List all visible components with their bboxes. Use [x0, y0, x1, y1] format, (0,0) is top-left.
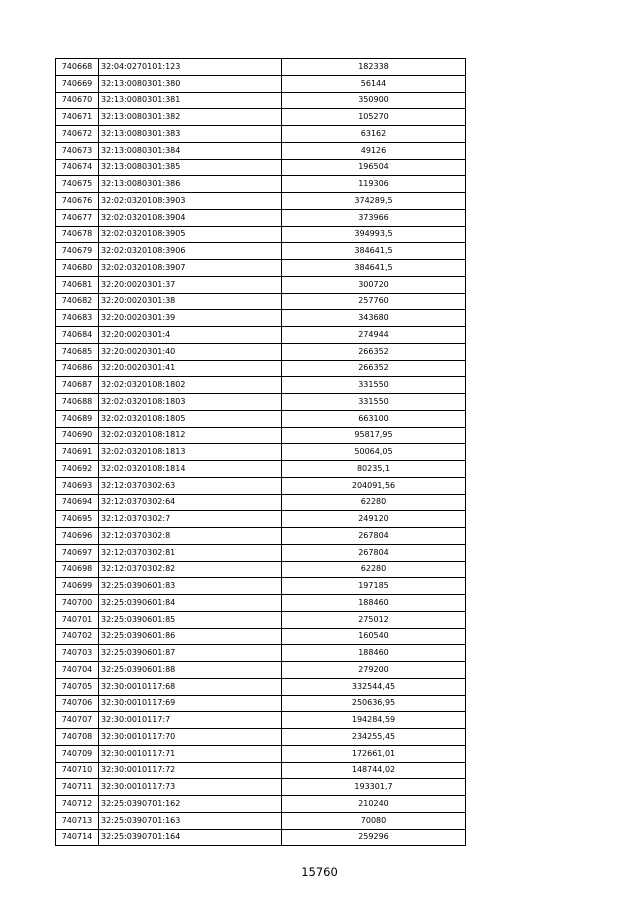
page-number: 15760 [301, 865, 338, 879]
table-row [56, 176, 466, 193]
row-id-cell: 740695 [56, 511, 99, 528]
value-cell: 274944 [282, 327, 466, 344]
table-row [56, 109, 466, 126]
row-id-cell: 740708 [56, 729, 99, 746]
table-row [56, 394, 466, 411]
cadastral-number-cell: 32:25:0390601:85 [99, 611, 282, 628]
row-id-cell: 740707 [56, 712, 99, 729]
value-cell: 56144 [282, 75, 466, 92]
row-id-cell: 740706 [56, 695, 99, 712]
data-table [55, 58, 466, 846]
table-row [56, 712, 466, 729]
cadastral-number-cell: 32:30:0010117:69 [99, 695, 282, 712]
row-id-cell: 740692 [56, 461, 99, 478]
cadastral-number-cell: 32:25:0390601:87 [99, 645, 282, 662]
table-row [56, 260, 466, 277]
table-row [56, 276, 466, 293]
table-row [56, 193, 466, 210]
value-cell: 193301,7 [282, 779, 466, 796]
table-row [56, 310, 466, 327]
value-cell: 105270 [282, 109, 466, 126]
row-id-cell: 740688 [56, 394, 99, 411]
row-id-cell: 740709 [56, 745, 99, 762]
cadastral-number-cell: 32:13:0080301:380 [99, 75, 282, 92]
table-row [56, 477, 466, 494]
row-id-cell: 740672 [56, 126, 99, 143]
value-cell: 172661,01 [282, 745, 466, 762]
cadastral-number-cell: 32:02:0320108:3904 [99, 209, 282, 226]
table-row [56, 829, 466, 846]
table-row [56, 209, 466, 226]
table-row [56, 628, 466, 645]
value-cell: 95817,95 [282, 427, 466, 444]
cadastral-number-cell: 32:20:0020301:41 [99, 360, 282, 377]
table-row [56, 544, 466, 561]
cadastral-number-cell: 32:30:0010117:68 [99, 678, 282, 695]
table-row [56, 645, 466, 662]
row-id-cell: 740704 [56, 662, 99, 679]
value-cell: 188460 [282, 645, 466, 662]
table-row [56, 796, 466, 813]
cadastral-number-cell: 32:13:0080301:382 [99, 109, 282, 126]
table-row [56, 427, 466, 444]
row-id-cell: 740686 [56, 360, 99, 377]
value-cell: 267804 [282, 528, 466, 545]
cadastral-number-cell: 32:02:0320108:3905 [99, 226, 282, 243]
row-id-cell: 740673 [56, 142, 99, 159]
row-id-cell: 740699 [56, 578, 99, 595]
cadastral-number-cell: 32:25:0390701:164 [99, 829, 282, 846]
table-row [56, 410, 466, 427]
table-row [56, 226, 466, 243]
row-id-cell: 740697 [56, 544, 99, 561]
cadastral-number-cell: 32:20:0020301:4 [99, 327, 282, 344]
value-cell: 343680 [282, 310, 466, 327]
row-id-cell: 740684 [56, 327, 99, 344]
row-id-cell: 740675 [56, 176, 99, 193]
table-row [56, 578, 466, 595]
value-cell: 374289,5 [282, 193, 466, 210]
value-cell: 266352 [282, 360, 466, 377]
row-id-cell: 740698 [56, 561, 99, 578]
cadastral-number-cell: 32:12:0370302:82 [99, 561, 282, 578]
row-id-cell: 740702 [56, 628, 99, 645]
value-cell: 259296 [282, 829, 466, 846]
cadastral-number-cell: 32:13:0080301:386 [99, 176, 282, 193]
cadastral-number-cell: 32:02:0320108:1813 [99, 444, 282, 461]
cadastral-number-cell: 32:30:0010117:71 [99, 745, 282, 762]
row-id-cell: 740681 [56, 276, 99, 293]
cadastral-number-cell: 32:12:0370302:81 [99, 544, 282, 561]
cadastral-number-cell: 32:12:0370302:64 [99, 494, 282, 511]
cadastral-number-cell: 32:12:0370302:63 [99, 477, 282, 494]
cadastral-number-cell: 32:13:0080301:384 [99, 142, 282, 159]
row-id-cell: 740700 [56, 595, 99, 612]
cadastral-number-cell: 32:25:0390601:84 [99, 595, 282, 612]
cadastral-number-cell: 32:25:0390601:83 [99, 578, 282, 595]
table-row [56, 745, 466, 762]
value-cell: 279200 [282, 662, 466, 679]
table-row [56, 377, 466, 394]
cadastral-number-cell: 32:25:0390701:163 [99, 812, 282, 829]
table-row [56, 678, 466, 695]
cadastral-number-cell: 32:12:0370302:8 [99, 528, 282, 545]
table-row [56, 779, 466, 796]
value-cell: 160540 [282, 628, 466, 645]
value-cell: 204091,56 [282, 477, 466, 494]
value-cell: 63162 [282, 126, 466, 143]
table-row [56, 159, 466, 176]
table-row [56, 92, 466, 109]
value-cell: 50064,05 [282, 444, 466, 461]
table-row [56, 561, 466, 578]
cadastral-number-cell: 32:02:0320108:1814 [99, 461, 282, 478]
cadastral-number-cell: 32:20:0020301:39 [99, 310, 282, 327]
cadastral-number-cell: 32:02:0320108:3906 [99, 243, 282, 260]
value-cell: 266352 [282, 343, 466, 360]
table-row [56, 59, 466, 76]
value-cell: 70080 [282, 812, 466, 829]
row-id-cell: 740689 [56, 410, 99, 427]
table-row [56, 293, 466, 310]
row-id-cell: 740682 [56, 293, 99, 310]
value-cell: 119306 [282, 176, 466, 193]
cadastral-number-cell: 32:30:0010117:73 [99, 779, 282, 796]
cadastral-number-cell: 32:02:0320108:3907 [99, 260, 282, 277]
row-id-cell: 740701 [56, 611, 99, 628]
cadastral-number-cell: 32:20:0020301:37 [99, 276, 282, 293]
cadastral-number-cell: 32:02:0320108:1802 [99, 377, 282, 394]
table-row [56, 243, 466, 260]
row-id-cell: 740674 [56, 159, 99, 176]
value-cell: 663100 [282, 410, 466, 427]
cadastral-number-cell: 32:30:0010117:70 [99, 729, 282, 746]
row-id-cell: 740712 [56, 796, 99, 813]
value-cell: 62280 [282, 561, 466, 578]
row-id-cell: 740680 [56, 260, 99, 277]
row-id-cell: 740703 [56, 645, 99, 662]
row-id-cell: 740690 [56, 427, 99, 444]
cadastral-number-cell: 32:25:0390601:86 [99, 628, 282, 645]
table-row [56, 75, 466, 92]
row-id-cell: 740685 [56, 343, 99, 360]
row-id-cell: 740693 [56, 477, 99, 494]
value-cell: 148744,02 [282, 762, 466, 779]
table-row [56, 812, 466, 829]
value-cell: 210240 [282, 796, 466, 813]
row-id-cell: 740683 [56, 310, 99, 327]
table-row [56, 729, 466, 746]
value-cell: 80235,1 [282, 461, 466, 478]
row-id-cell: 740711 [56, 779, 99, 796]
cadastral-number-cell: 32:02:0320108:1805 [99, 410, 282, 427]
value-cell: 197185 [282, 578, 466, 595]
table-row [56, 461, 466, 478]
cadastral-number-cell: 32:30:0010117:72 [99, 762, 282, 779]
value-cell: 275012 [282, 611, 466, 628]
row-id-cell: 740670 [56, 92, 99, 109]
value-cell: 384641,5 [282, 260, 466, 277]
value-cell: 350900 [282, 92, 466, 109]
row-id-cell: 740696 [56, 528, 99, 545]
cadastral-number-cell: 32:12:0370302:7 [99, 511, 282, 528]
cadastral-number-cell: 32:04:0270101:123 [99, 59, 282, 76]
table-row [56, 595, 466, 612]
value-cell: 234255,45 [282, 729, 466, 746]
cadastral-number-cell: 32:02:0320108:3903 [99, 193, 282, 210]
table-row [56, 662, 466, 679]
row-id-cell: 740678 [56, 226, 99, 243]
value-cell: 257760 [282, 293, 466, 310]
table-row [56, 511, 466, 528]
value-cell: 62280 [282, 494, 466, 511]
value-cell: 331550 [282, 377, 466, 394]
row-id-cell: 740710 [56, 762, 99, 779]
cadastral-number-cell: 32:20:0020301:38 [99, 293, 282, 310]
value-cell: 384641,5 [282, 243, 466, 260]
table-row [56, 142, 466, 159]
row-id-cell: 740677 [56, 209, 99, 226]
value-cell: 249120 [282, 511, 466, 528]
row-id-cell: 740694 [56, 494, 99, 511]
value-cell: 300720 [282, 276, 466, 293]
cadastral-number-cell: 32:30:0010117:7 [99, 712, 282, 729]
value-cell: 394993,5 [282, 226, 466, 243]
value-cell: 194284,59 [282, 712, 466, 729]
row-id-cell: 740691 [56, 444, 99, 461]
cadastral-number-cell: 32:02:0320108:1803 [99, 394, 282, 411]
value-cell: 373966 [282, 209, 466, 226]
table-row [56, 494, 466, 511]
row-id-cell: 740669 [56, 75, 99, 92]
table-row [56, 360, 466, 377]
value-cell: 49126 [282, 142, 466, 159]
cadastral-number-cell: 32:13:0080301:381 [99, 92, 282, 109]
cadastral-number-cell: 32:13:0080301:385 [99, 159, 282, 176]
table-row [56, 528, 466, 545]
value-cell: 182338 [282, 59, 466, 76]
row-id-cell: 740714 [56, 829, 99, 846]
value-cell: 196504 [282, 159, 466, 176]
cadastral-number-cell: 32:25:0390601:88 [99, 662, 282, 679]
value-cell: 332544,45 [282, 678, 466, 695]
table-row [56, 126, 466, 143]
cadastral-number-cell: 32:13:0080301:383 [99, 126, 282, 143]
table-row [56, 444, 466, 461]
row-id-cell: 740676 [56, 193, 99, 210]
value-cell: 188460 [282, 595, 466, 612]
value-cell: 250636,95 [282, 695, 466, 712]
row-id-cell: 740713 [56, 812, 99, 829]
value-cell: 267804 [282, 544, 466, 561]
row-id-cell: 740687 [56, 377, 99, 394]
row-id-cell: 740705 [56, 678, 99, 695]
table-row [56, 762, 466, 779]
table-body [56, 59, 466, 846]
table-row [56, 611, 466, 628]
row-id-cell: 740671 [56, 109, 99, 126]
cadastral-number-cell: 32:20:0020301:40 [99, 343, 282, 360]
row-id-cell: 740668 [56, 59, 99, 76]
row-id-cell: 740679 [56, 243, 99, 260]
table-row [56, 327, 466, 344]
table-row [56, 695, 466, 712]
cadastral-number-cell: 32:25:0390701:162 [99, 796, 282, 813]
cadastral-number-cell: 32:02:0320108:1812 [99, 427, 282, 444]
table-row [56, 343, 466, 360]
value-cell: 331550 [282, 394, 466, 411]
